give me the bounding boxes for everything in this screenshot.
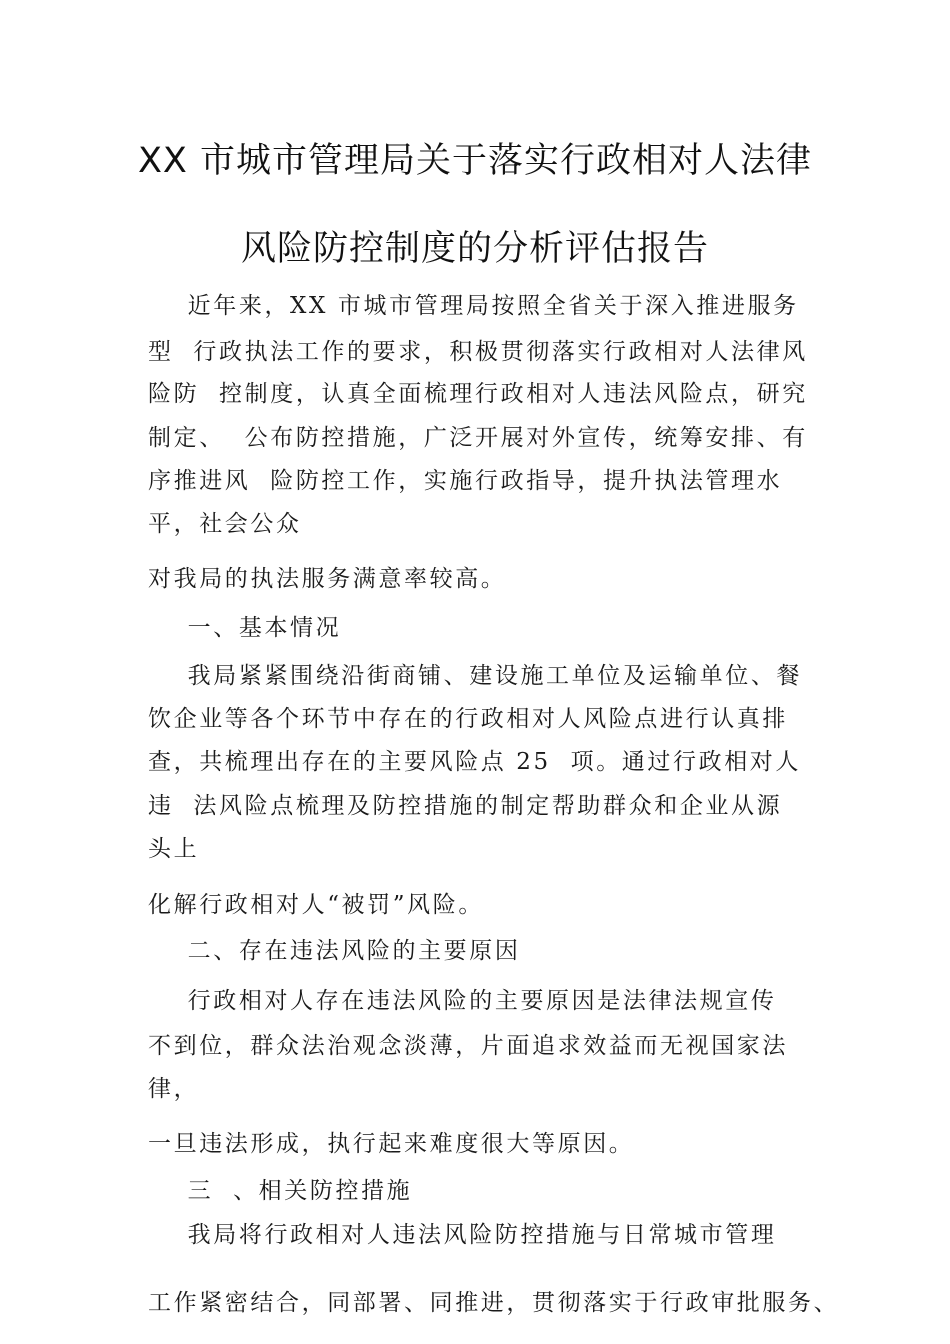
section1-line-5: 头上 xyxy=(148,836,200,862)
section2-line-2: 不到位，群众法治观念淡薄，片面追求效益而无视国家法 xyxy=(148,1033,788,1059)
section-heading-1: 一、基本情况 xyxy=(148,615,342,641)
section1-line-4: 违 法风险点梳理及防控措施的制定帮助群众和企业从源 xyxy=(148,793,783,819)
intro-line-4: 制定、 公布防控措施，广泛开展对外宣传，统筹安排、有 xyxy=(148,425,808,451)
intro-line-7: 对我局的执法服务满意率较高。 xyxy=(148,566,507,592)
intro-line-2: 型 行政执法工作的要求，积极贯彻落实行政相对人法律风 xyxy=(148,339,808,365)
section1-line-2: 饮企业等各个环节中存在的行政相对人风险点进行认真排 xyxy=(148,706,788,732)
section-heading-3: 三 、相关防控措施 xyxy=(148,1178,413,1204)
intro-line-6: 平，社会公众 xyxy=(148,511,302,537)
section2-line-1: 行政相对人存在违法风险的主要原因是法律法规宣传 xyxy=(148,988,777,1014)
intro-line-1: 近年来，XX 市城市管理局按照全省关于深入推进服务 xyxy=(148,293,799,319)
section2-line-3: 律， xyxy=(148,1076,200,1102)
section-heading-2: 二、存在违法风险的主要原因 xyxy=(148,938,521,964)
intro-line-3: 险防 控制度，认真全面梳理行政相对人违法风险点，研究 xyxy=(148,381,808,407)
section3-line-1: 我局将行政相对人违法风险防控措施与日常城市管理 xyxy=(148,1222,777,1248)
section2-line-4: 一旦违法形成，执行起来难度很大等原因。 xyxy=(148,1131,635,1157)
intro-line-5: 序推进风 险防控工作，实施行政指导，提升执法管理水 xyxy=(148,468,783,494)
document-title-line-1: XX 市城市管理局关于落实行政相对人法律 xyxy=(137,141,813,181)
document-title-line-2: 风险防控制度的分析评估报告 xyxy=(240,229,709,269)
section1-line-1: 我局紧紧围绕沿街商铺、建设施工单位及运输单位、餐 xyxy=(148,663,803,689)
section1-line-3: 查，共梳理出存在的主要风险点 25 项。通过行政相对人 xyxy=(148,749,801,775)
section3-line-2: 工作紧密结合，同部署、同推进，贯彻落实于行政审批服务、 xyxy=(148,1290,840,1316)
section1-line-6: 化解行政相对人“被罚”风险。 xyxy=(148,892,484,918)
